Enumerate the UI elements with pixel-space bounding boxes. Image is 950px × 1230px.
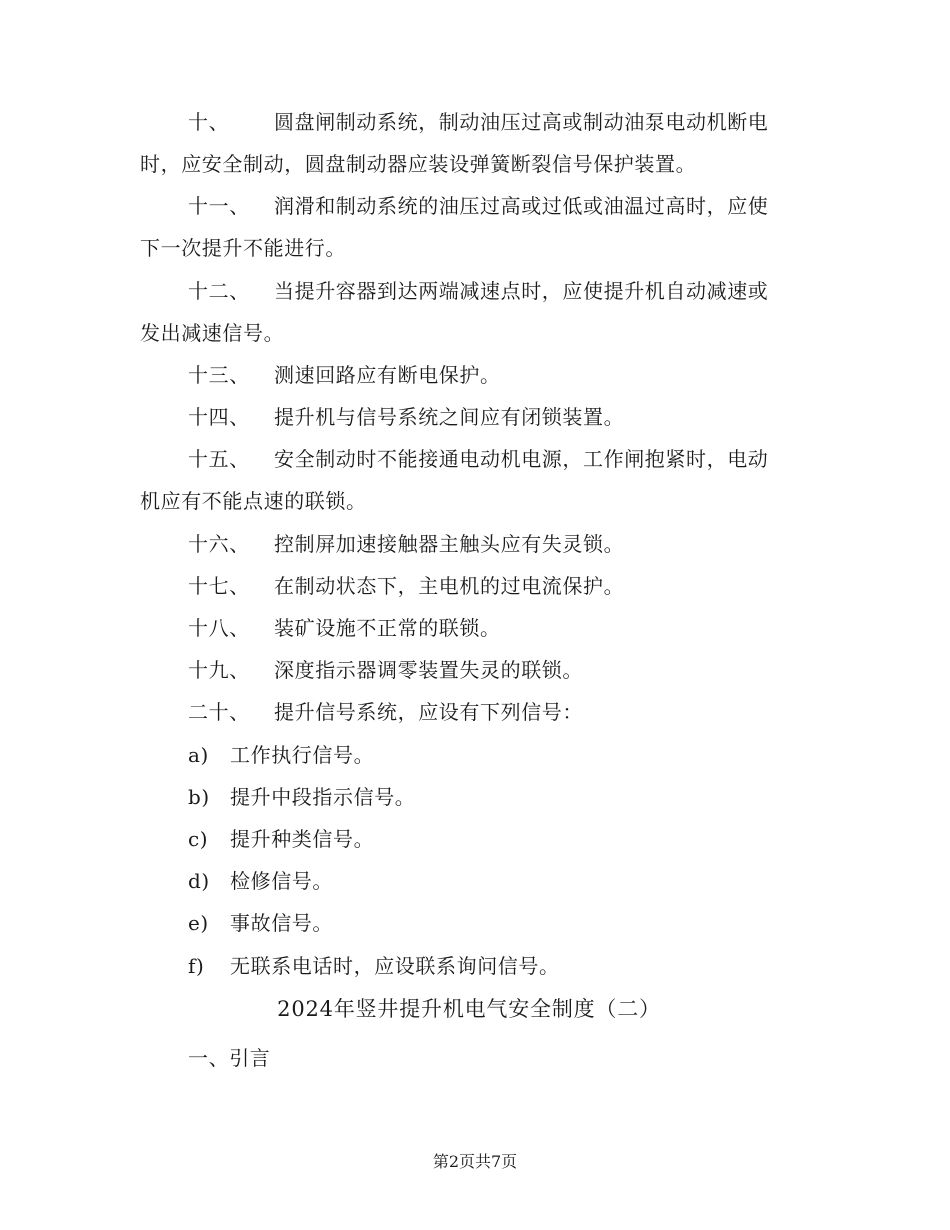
sub-item-marker: e) [188,911,209,935]
section-title [0,988,950,1030]
sub-item-text: 提升种类信号。 [230,827,375,851]
clause-12-continuation: 发出减速信号。 [140,321,285,345]
sub-item-marker: d) [188,869,210,893]
sub-item-text: 无联系电话时，应设联系询问信号。 [230,954,560,978]
clause-text: 提升信号系统，应设有下列信号： [274,700,583,724]
clause-number: 二十、 [188,700,250,724]
clause-18 [188,607,501,649]
clause-17 [188,565,624,607]
sub-item-text: 事故信号。 [230,911,333,935]
clause-10-continuation: 时，应安全制动，圆盘制动器应装设弹簧断裂信号保护装置。 [140,152,697,176]
clause-text: 当提升容器到达两端减速点时，应使提升机自动减速或 [274,279,769,303]
clause-text: 深度指示器调零装置失灵的联锁。 [274,658,583,682]
clause-10 [188,101,768,143]
clause-number: 十一、 [188,194,250,218]
sub-item-b [188,776,415,818]
sub-item-c [188,818,374,860]
clause-number: 十八、 [188,616,250,640]
clause-text: 控制屏加速接触器主触头应有失灵锁。 [274,532,625,556]
sub-item-marker: b) [188,785,210,809]
clause-number: 十六、 [188,532,250,556]
clause-13 [188,354,501,396]
clause-text: 测速回路应有断电保护。 [274,363,501,387]
page-number-footer: 第2页共7页 [432,1152,518,1171]
clause-number: 十四、 [188,405,250,429]
clause-14 [188,396,624,438]
sub-item-marker: a) [188,743,209,767]
clause-text: 在制动状态下，主电机的过电流保护。 [274,574,625,598]
clause-11 [188,185,768,227]
clause-text: 安全制动时不能接通电动机电源，工作闸抱紧时，电动 [274,447,769,471]
clause-number: 十九、 [188,658,250,682]
sub-item-text: 工作执行信号。 [230,743,375,767]
clause-15-continuation: 机应有不能点速的联锁。 [140,489,367,513]
section-title-text: 2024年竖井提升机电气安全制度（二） [277,997,661,1021]
clause-20 [188,691,583,733]
sub-item-d [188,860,333,902]
clause-11-continuation: 下一次提升不能进行。 [140,236,346,260]
sub-item-marker: f) [188,954,205,978]
sub-item-a [188,734,374,776]
clause-text: 润滑和制动系统的油压过高或过低或油温过高时，应使 [274,194,769,218]
sub-item-e [188,902,333,944]
sub-item-text: 提升中段指示信号。 [230,785,416,809]
clause-number: 十二、 [188,279,250,303]
sub-item-text: 检修信号。 [230,869,333,893]
clause-15 [188,438,768,480]
intro-heading: 一、引言 [188,1046,271,1070]
sub-item-f [188,945,560,987]
clause-19 [188,649,583,691]
clause-number: 十七、 [188,574,250,598]
clause-text: 提升机与信号系统之间应有闭锁装置。 [274,405,625,429]
clause-text: 圆盘闸制动系统，制动油压过高或制动油泵电动机断电 [274,110,769,134]
clause-number: 十三、 [188,363,250,387]
clause-number: 十、 [188,110,230,134]
clause-16 [188,523,624,565]
clause-12 [188,270,768,312]
clause-number: 十五、 [188,447,250,471]
sub-item-marker: c) [188,827,209,851]
clause-text: 装矿设施不正常的联锁。 [274,616,501,640]
